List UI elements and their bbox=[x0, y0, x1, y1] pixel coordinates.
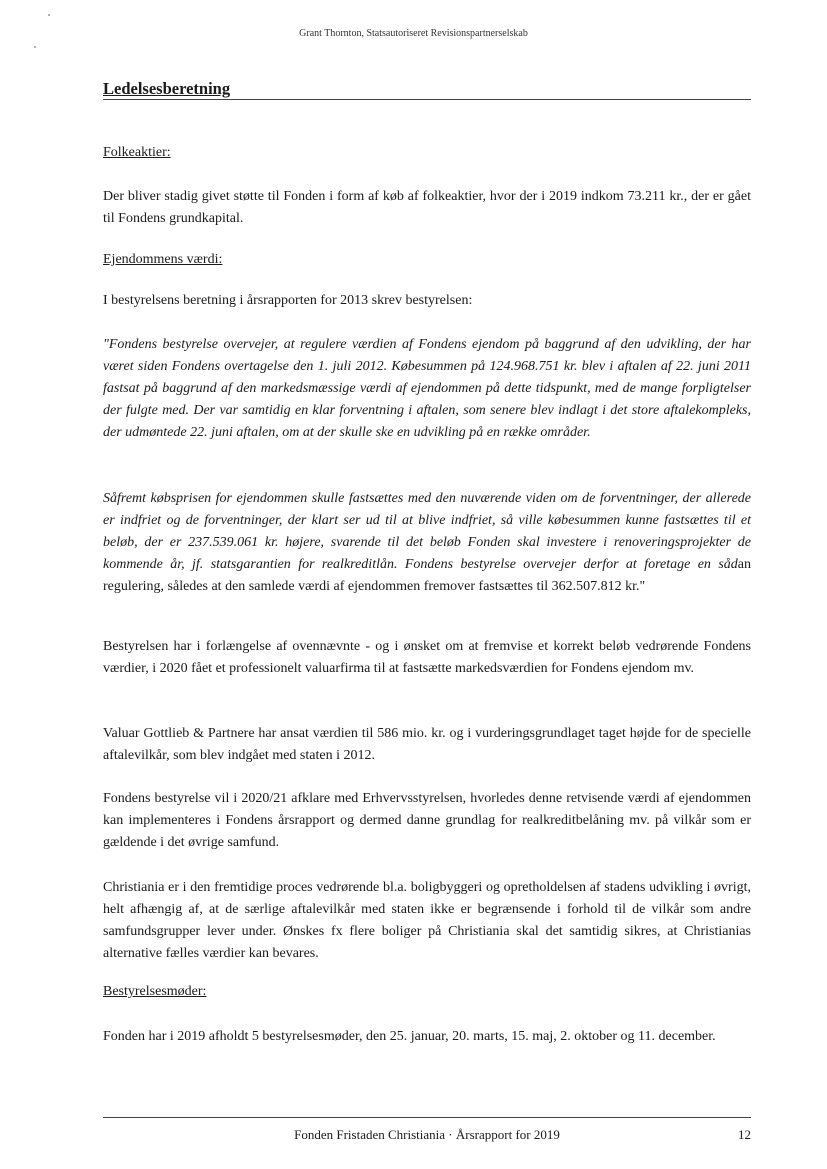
quote-paragraph-1: "Fondens bestyrelse overvejer, at regulere værdien af Fondens ejendom på baggrund af den udvikling, der har været siden Fondens overtagelse den 1. juli 2012. Købesummen på 124.968.751 kr. blev i aftalen af 22. juni 2011 fastsat på baggrund af den markedsmæssige værdi af ejendommen på dette tidspunkt, med de mange forpligtelser der fulgte med. Der var samtidig en klar forventning i aftalen, som senere blev indlagt i det store aftalekompleks, der udmøntede 22. juni aftalen, om at der skulle ske en udvikling på en række områder. bbox=[103, 337, 751, 440]
section-heading-folkeaktier: Folkeaktier: bbox=[103, 145, 171, 160]
footer-text: Fonden Fristaden Christiania · Årsrapport for 2019 bbox=[294, 1127, 560, 1142]
section-heading-moeder: Bestyrelsesmøder: bbox=[103, 984, 207, 999]
section-heading-ejendom: Ejendommens værdi: bbox=[103, 252, 223, 267]
paragraph-erhvervsstyrelsen: Fondens bestyrelse vil i 2020/21 afklare med Erhvervsstyrelsen, hvorledes denne retvisende værdi af ejendommen kan implementeres i Fondens årsrapport og dermed danne grundlag for realkreditbelåning mv. på vilkår som er gældende i det øvrige samfund. bbox=[103, 791, 751, 850]
footer-rule bbox=[103, 1117, 751, 1118]
paragraph-intro: I bestyrelsens beretning i årsrapporten for 2013 skrev bestyrelsen: bbox=[103, 293, 473, 308]
firm-header: Grant Thornton, Statsautoriseret Revisionspartnerselskab bbox=[299, 28, 528, 39]
title-rule bbox=[103, 77, 751, 100]
paragraph-christiania-process: Christiania er i den fremtidige proces vedrørende bl.a. boligbyggeri og opretholdelsen af stadens udvikling i øvrigt, helt afhængig af, at de særlige aftalevilkår med staten ikke er begrænsende i forhold til de vilkår som andre samfundsgrupper lever under. Ønskes fx flere boliger på Christiania skal det samtidig sikres, at Christianias alternative fælles værdier kan bevares. bbox=[103, 880, 751, 961]
quote-italic-part: Såfremt købsprisen for ejendommen skulle fastsættes med den nuværende viden om de forventninger, der allerede er indfriet og de forventninger, der klart ser ud til at blive indfriet, så ville købesummen kunne fastsættes til et beløb, der er 237.539.061 kr. højere, svarende til det beløb Fonden skal investere i renoveringsprojekter de kommende år, jf. statsgarantien for realkreditlån. Fondens bestyrelse overvejer derfor at foretage en såd bbox=[103, 491, 751, 572]
paragraph-valuation-request: Bestyrelsen har i forlængelse af ovennævnte - og i ønsket om at fremvise et korrekt beløb vedrørende Fondens værdier, i 2020 fået et professionelt valuarfirma til at fastsætte markedsværdien for Fondens ejendom mv. bbox=[103, 639, 751, 676]
quote-paragraph-2 bbox=[103, 488, 751, 598]
scan-speck bbox=[48, 14, 50, 16]
page-title: Ledelsesberetning bbox=[103, 79, 231, 98]
paragraph-folkeaktier: Der bliver stadig givet støtte til Fonden i form af køb af folkeaktier, hvor der i 2019 indkom 73.211 kr., der er gået til Fondens grundkapital. bbox=[103, 189, 751, 226]
quote-normal-part: an regulering, således at den samlede værdi af ejendommen fremover fastsættes til 362.507.812 kr." bbox=[103, 557, 751, 594]
page-number: 12 bbox=[738, 1127, 751, 1142]
paragraph-valuation-result: Valuar Gottlieb & Partnere har ansat værdien til 586 mio. kr. og i vurderingsgrundlaget taget højde for de specielle aftalevilkår, som blev indgået med staten i 2012. bbox=[103, 726, 751, 763]
scan-speck bbox=[34, 46, 36, 48]
paragraph-moeder: Fonden har i 2019 afholdt 5 bestyrelsesmøder, den 25. januar, 20. marts, 15. maj, 2. oktober og 11. december. bbox=[103, 1029, 716, 1044]
